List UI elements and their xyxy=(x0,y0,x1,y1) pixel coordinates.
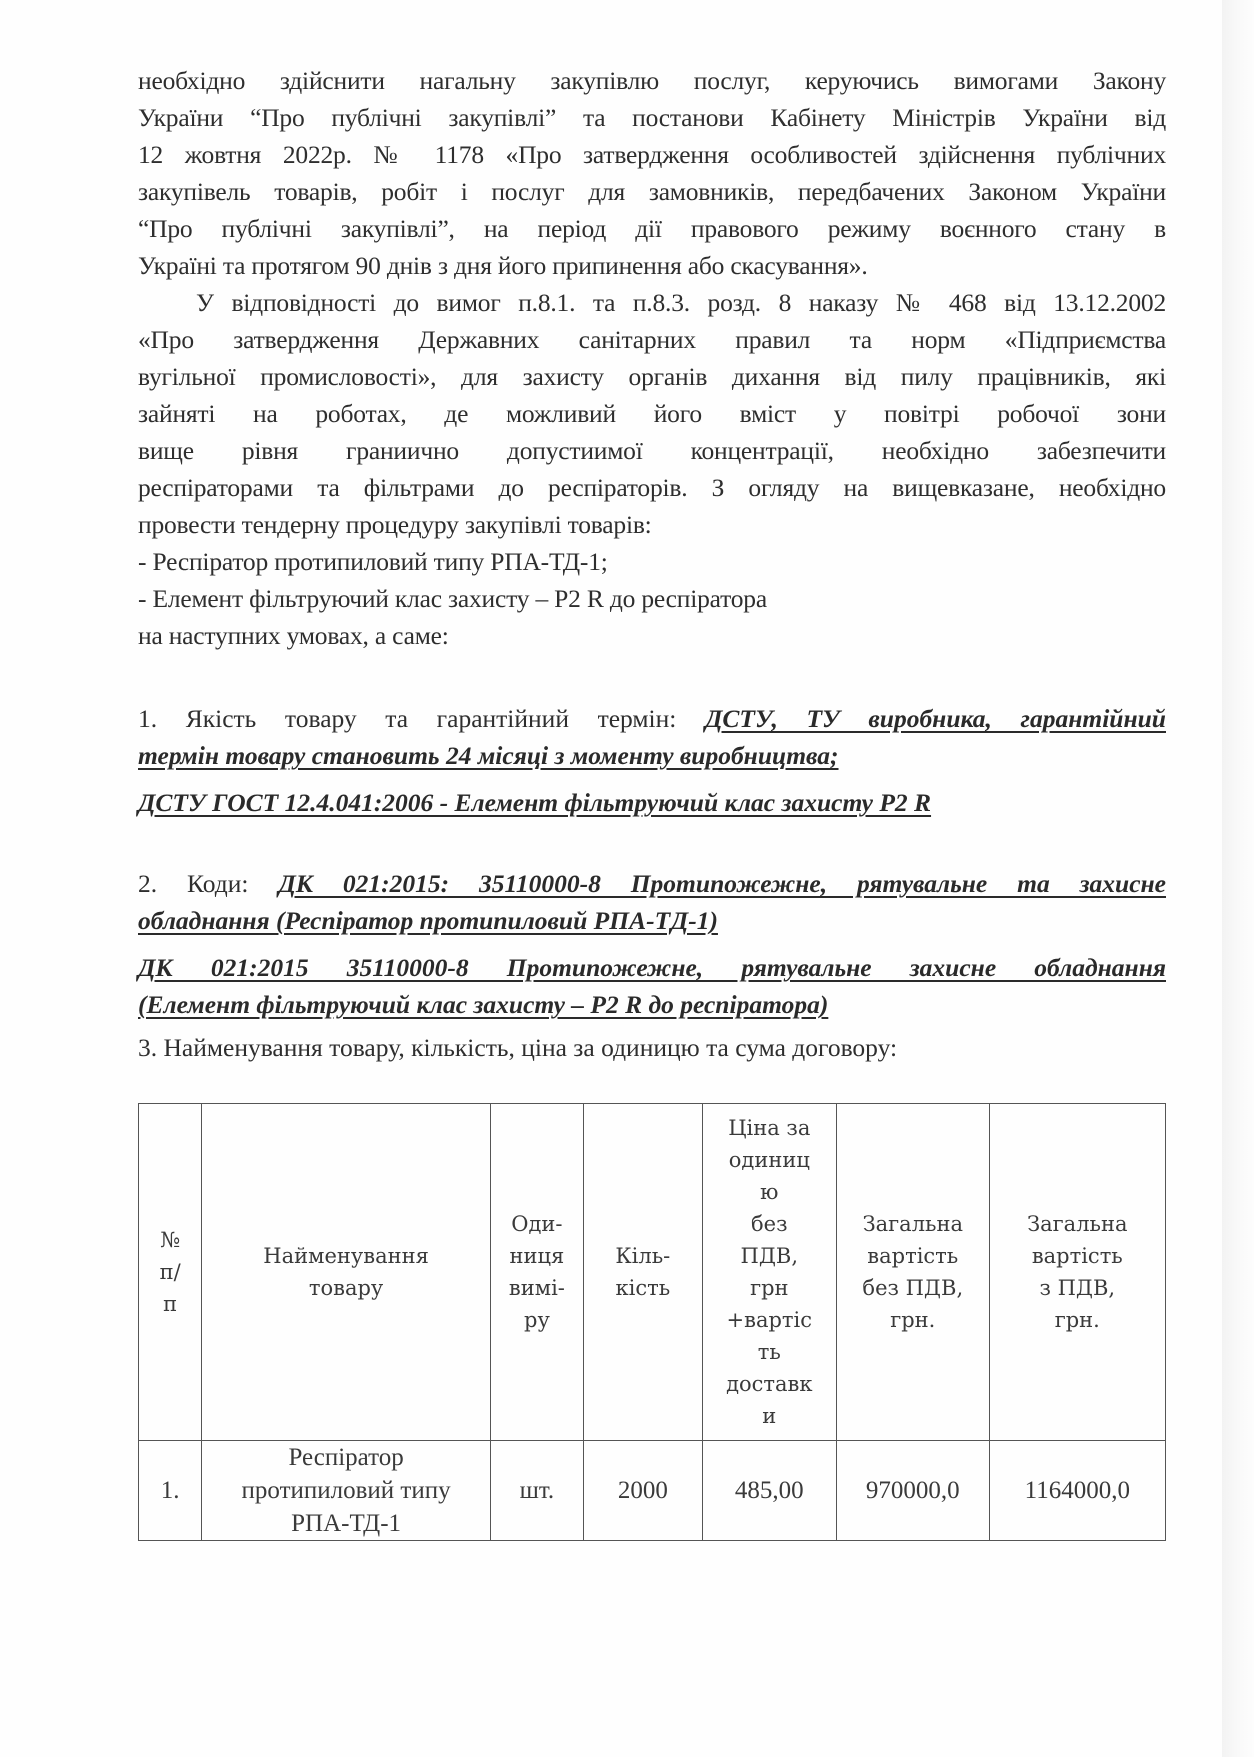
intro-paragraph xyxy=(138,62,1166,284)
cell-unit-price: 485,00 xyxy=(702,1441,836,1541)
cell-unit: шт. xyxy=(490,1441,583,1541)
header-number: № п/ п xyxy=(139,1104,202,1441)
header-quantity: Кіль- кість xyxy=(584,1104,703,1441)
text-line: 12 жовтня 2022р. № 1178 «Про затвердження особливостей здійснення публічних xyxy=(138,140,1166,169)
warranty-term: термін товару становить 24 місяці з моменту виробництва; xyxy=(138,741,839,770)
code-2: ДК 021:2015 35110000-8 Протипожежне, рятувальне захисне обладнання xyxy=(138,953,1166,982)
text-line: зайняті на роботах, де можливий його вміст у повітрі робочої зони xyxy=(138,399,1166,428)
section-1-line xyxy=(138,700,1166,737)
text-line: «Про затвердження Державних санітарних правил та норм «Підприємства xyxy=(138,325,1166,354)
code-1: ДК 021:2015: 35110000-8 Протипожежне, рятувальне та захисне xyxy=(278,869,1166,898)
section-2-line xyxy=(138,902,1166,939)
section-2-label: 2. Коди: xyxy=(138,869,279,898)
header-unit-price: Ціна за одиниц ю без ПДВ, грн +вартіс ть доставк и xyxy=(702,1104,836,1441)
table-header-row xyxy=(139,1104,1166,1441)
cell-total-without-vat: 970000,0 xyxy=(836,1441,989,1541)
standard-reference: ДСТУ ГОСТ 12.4.041:2006 - Елемент фільтруючий клас захисту P2 R xyxy=(138,788,932,817)
code-2-description: (Елемент фільтруючий клас захисту – P2 R до респіратора) xyxy=(138,990,829,1019)
scan-edge-shading xyxy=(1222,0,1254,1757)
header-name: Найменування товару xyxy=(202,1104,491,1441)
regulation-paragraph xyxy=(138,284,1166,543)
text-line: необхідно здійснити нагальну закупівлю послуг, керуючись вимогами Закону xyxy=(138,66,1166,95)
standard-line xyxy=(138,784,1166,821)
cell-quantity: 2000 xyxy=(584,1441,703,1541)
document-page xyxy=(138,62,1166,1063)
section-2-codes xyxy=(138,865,1166,1023)
section-1-line xyxy=(138,737,1166,774)
text-line: вугільної промисловості», для захисту органів дихання від пилу працівників, які xyxy=(138,362,1166,391)
section-2-line xyxy=(138,865,1166,902)
goods-list xyxy=(138,543,1166,654)
goods-list-item: - Елемент фільтруючий клас захисту – P2 R до респіратора xyxy=(138,584,767,613)
section-2-line xyxy=(138,986,1166,1023)
cell-number: 1. xyxy=(139,1441,202,1541)
code-1-description: обладнання (Респіратор протипиловий РПА-ТД-1) xyxy=(138,906,718,935)
section-1-value: ДСТУ, ТУ виробника, гарантійний xyxy=(705,704,1166,733)
header-unit: Оди- ниця вимі- ру xyxy=(490,1104,583,1441)
text-line: України “Про публічні закупівлі” та постанови Кабінету Міністрів України від xyxy=(138,103,1166,132)
text-line: закупівель товарів, робіт і послуг для замовників, передбачених Законом України xyxy=(138,177,1166,206)
text-line: У відповідності до вимог п.8.1. та п.8.3. розд. 8 наказу № 468 від 13.12.2002 xyxy=(196,288,1166,317)
text-line: Україні та протягом 90 днів з дня його припинення або скасування». xyxy=(138,251,868,280)
cell-total-with-vat: 1164000,0 xyxy=(989,1441,1165,1541)
header-total-without-vat: Загальна вартість без ПДВ, грн. xyxy=(836,1104,989,1441)
text-line: вище рівня граниично допустиимої концентрації, необхідно забезпечити xyxy=(138,436,1166,465)
section-3-title: 3. Найменування товару, кількість, ціна за одиницю та сума договору: xyxy=(138,1033,898,1062)
header-total-with-vat: Загальна вартість з ПДВ, грн. xyxy=(989,1104,1165,1441)
section-1-label: 1. Якість товару та гарантійний термін: xyxy=(138,704,705,733)
conditions-intro: на наступних умовах, а саме: xyxy=(138,621,449,650)
table-row xyxy=(139,1441,1166,1541)
text-line: “Про публічні закупівлі”, на період дії правового режиму воєнного стану в xyxy=(138,214,1166,243)
goods-table xyxy=(138,1103,1166,1541)
text-line: провести тендерну процедуру закупівлі товарів: xyxy=(138,510,652,539)
section-1-quality xyxy=(138,700,1166,821)
goods-list-item: - Респіратор протипиловий типу РПА-ТД-1; xyxy=(138,547,608,576)
text-line: респіраторами та фільтрами до респіраторів. З огляду на вищевказане, необхідно xyxy=(138,473,1166,502)
cell-name: Респіратор протипиловий типу РПА-ТД-1 xyxy=(202,1441,491,1541)
